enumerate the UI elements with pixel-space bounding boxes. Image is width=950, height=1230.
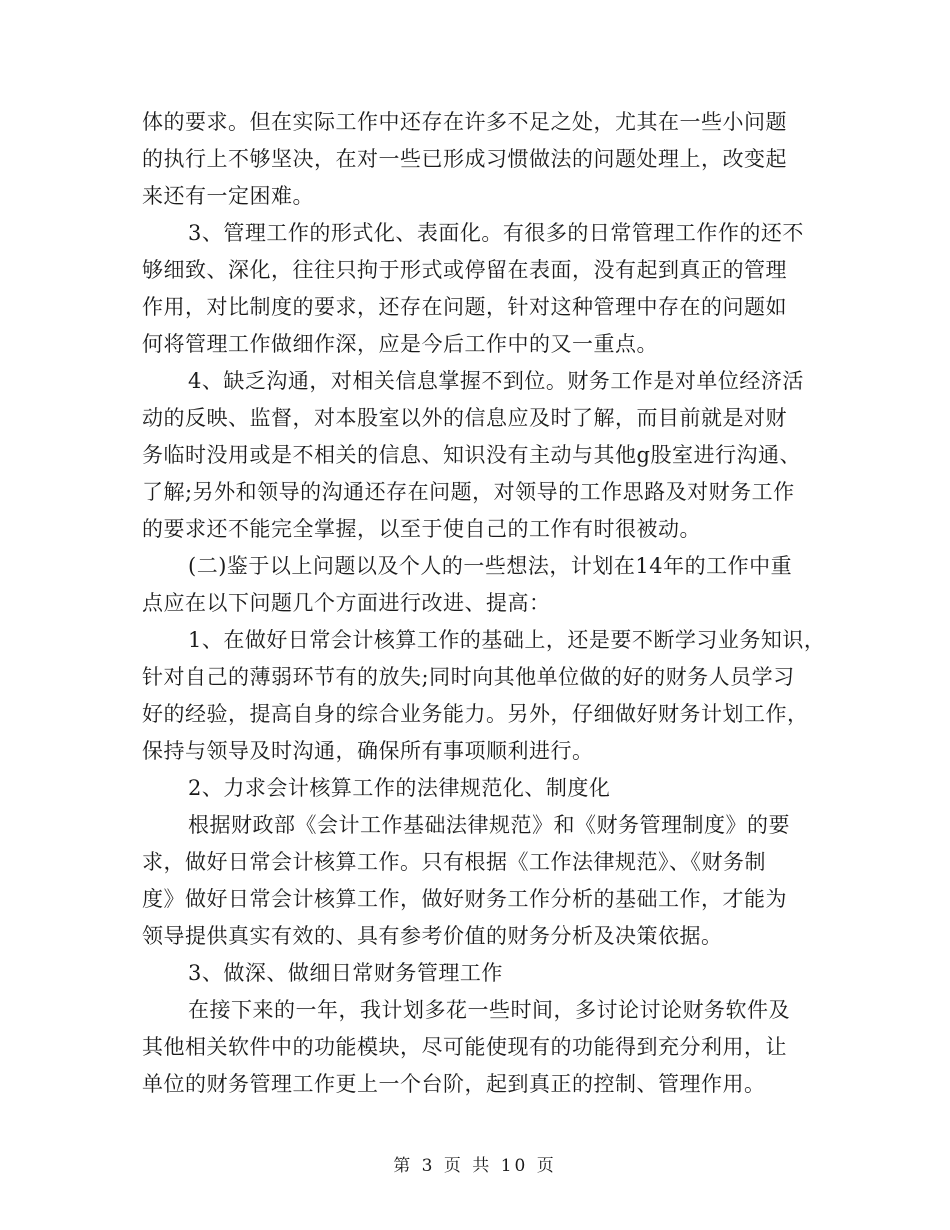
- text-line: 针对自己的薄弱环节有的放失;同时向其他单位做的好的财务人员学习: [142, 665, 795, 689]
- text-line: 点应在以下问题几个方面进行改进、提高：: [142, 591, 551, 615]
- text-line: 3、管理工作的形式化、表面化。有很多的日常管理工作作的还不: [188, 221, 804, 245]
- text-line: 3、做深、做细日常财务管理工作: [188, 961, 503, 985]
- text-line: 何将管理工作做细作深，应是今后工作中的又一重点。: [142, 332, 658, 356]
- text-line: 单位的财务管理工作更上一个台阶，起到真正的控制、管理作用。: [142, 1072, 766, 1096]
- document-body: [142, 104, 826, 1103]
- text-line: 保持与领导及时沟通，确保所有事项顺利进行。: [142, 739, 594, 763]
- text-line: (二)鉴于以上问题以及个人的一些想法，计划在14年的工作中重: [188, 554, 793, 578]
- text-line: 好的经验，提高自身的综合业务能力。另外，仔细做好财务计划工作，: [142, 702, 809, 726]
- text-line: 其他相关软件中的功能模块，尽可能使现有的功能得到充分利用，让: [142, 1035, 787, 1059]
- text-line: 的执行上不够坚决，在对一些已形成习惯做法的问题处理上，改变起: [142, 147, 787, 171]
- text-line: 领导提供真实有效的、具有参考价值的财务分析及决策依据。: [142, 924, 723, 948]
- text-line: 了解;另外和领导的沟通还存在问题，对领导的工作思路及对财务工作: [142, 480, 795, 504]
- text-line: 根据财政部《会计工作基础法律规范》和《财务管理制度》的要: [188, 813, 790, 837]
- text-line: 4、缺乏沟通，对相关信息掌握不到位。财务工作是对单位经济活: [188, 369, 804, 393]
- text-line: 够细致、深化，往往只拘于形式或停留在表面，没有起到真正的管理: [142, 258, 787, 282]
- text-line: 来还有一定困难。: [142, 184, 314, 208]
- text-line: 的要求还不能完全掌握，以至于使自己的工作有时很被动。: [142, 517, 701, 541]
- text-line: 度》做好日常会计核算工作，做好财务工作分析的基础工作，才能为: [142, 887, 787, 911]
- text-line: 求，做好日常会计核算工作。只有根据《工作法律规范》、《财务制: [142, 850, 766, 874]
- text-line: 动的反映、监督，对本股室以外的信息应及时了解，而目前就是对财: [142, 406, 787, 430]
- text-line: 1、在做好日常会计核算工作的基础上，还是要不断学习业务知识，: [188, 628, 826, 652]
- text-line: 在接下来的一年，我计划多花一些时间，多讨论讨论财务软件及: [188, 998, 790, 1022]
- text-line: 2、力求会计核算工作的法律规范化、制度化: [188, 776, 611, 800]
- page-number-footer: 第 3 页 共 10 页: [393, 1156, 557, 1176]
- text-line: 务临时没用或是不相关的信息、知识没有主动与其他g股室进行沟通、: [142, 443, 801, 467]
- text-line: 体的要求。但在实际工作中还存在许多不足之处，尤其在一些小问题: [142, 110, 787, 134]
- text-line: 作用，对比制度的要求，还存在问题，针对这种管理中存在的问题如: [142, 295, 787, 319]
